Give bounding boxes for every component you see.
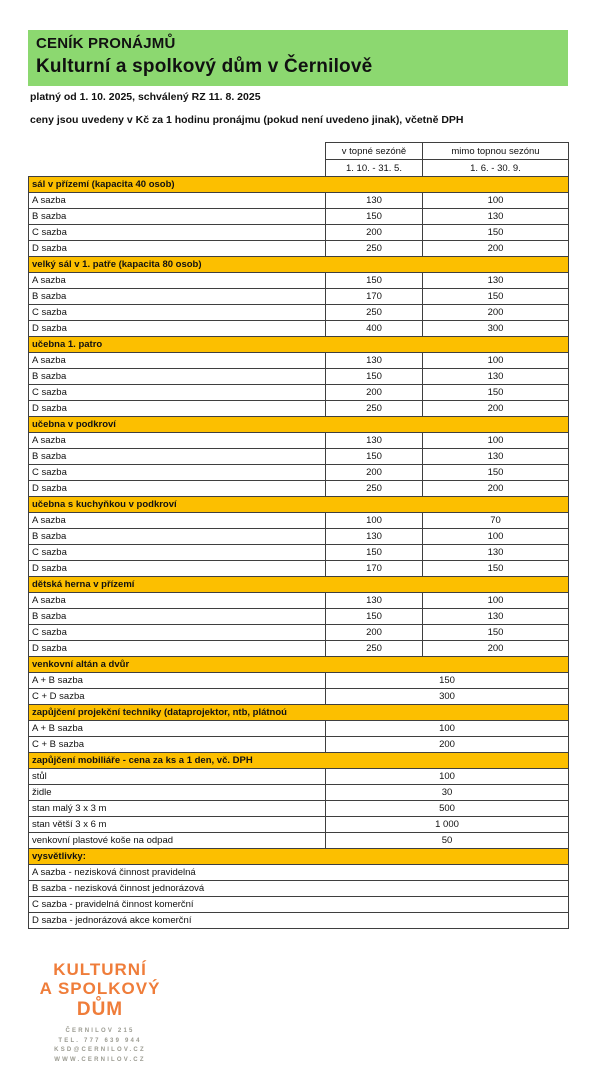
price-merged: 1 000 [326, 817, 569, 833]
contact-line: ČERNILOV 215 [65, 1028, 135, 1034]
row-label: stůl [29, 769, 326, 785]
section-band-row [29, 177, 569, 193]
table-row [29, 561, 569, 577]
row-label: B sazba [29, 449, 326, 465]
price-heating-season: 130 [326, 593, 423, 609]
table-row [29, 785, 569, 801]
row-label: B sazba [29, 529, 326, 545]
row-label: C sazba [29, 385, 326, 401]
row-label: D sazba [29, 241, 326, 257]
section-band-row [29, 849, 569, 865]
table-row [29, 641, 569, 657]
row-label: B sazba [29, 609, 326, 625]
row-label: A sazba - nezisková činnost pravidelná [29, 865, 569, 881]
table-row [29, 801, 569, 817]
price-off-season: 70 [423, 513, 569, 529]
section-band-row [29, 497, 569, 513]
row-label: C sazba [29, 225, 326, 241]
row-label: A sazba [29, 353, 326, 369]
price-off-season: 130 [423, 209, 569, 225]
price-merged: 500 [326, 801, 569, 817]
price-heating-season: 250 [326, 641, 423, 657]
row-label: D sazba [29, 321, 326, 337]
page-title: CENÍK PRONÁJMŮ [36, 35, 176, 52]
price-heating-season: 130 [326, 529, 423, 545]
table-row [29, 369, 569, 385]
price-heating-season: 150 [326, 609, 423, 625]
row-label: B sazba [29, 209, 326, 225]
table-row [29, 449, 569, 465]
price-heating-season: 200 [326, 465, 423, 481]
table-row [29, 689, 569, 705]
row-label: D sazba [29, 561, 326, 577]
price-heating-season: 170 [326, 289, 423, 305]
table-row [29, 465, 569, 481]
row-label: C + B sazba [29, 737, 326, 753]
footer-logo [35, 960, 165, 1065]
price-merged: 150 [326, 673, 569, 689]
validity-note: platný od 1. 10. 2025, schválený RZ 11. 8. 2025 [30, 91, 261, 103]
section-title: sál v přízemí (kapacita 40 osob) [29, 177, 569, 193]
price-off-season: 150 [423, 465, 569, 481]
price-off-season: 100 [423, 529, 569, 545]
row-label: A + B sazba [29, 721, 326, 737]
table-row [29, 737, 569, 753]
section-band-row [29, 257, 569, 273]
table-row [29, 897, 569, 913]
price-heating-season: 150 [326, 369, 423, 385]
price-off-season: 130 [423, 609, 569, 625]
price-table-body [29, 177, 569, 929]
price-heating-season: 130 [326, 353, 423, 369]
section-title: zapůjčení projekční techniky (dataprojektor, ntb, plátnoú [29, 705, 569, 721]
contact-line: KSD@CERNILOV.CZ [54, 1047, 146, 1053]
table-row [29, 529, 569, 545]
price-heating-season: 200 [326, 225, 423, 241]
price-off-season: 200 [423, 241, 569, 257]
table-row [29, 513, 569, 529]
price-heating-season: 150 [326, 449, 423, 465]
price-off-season: 100 [423, 593, 569, 609]
price-off-season: 100 [423, 353, 569, 369]
row-label: A + B sazba [29, 673, 326, 689]
col-header-off-season: mimo topnou sezónu [423, 143, 569, 160]
page-subtitle: Kulturní a spolkový dům v Černilově [36, 56, 373, 77]
table-row [29, 913, 569, 929]
price-heating-season: 200 [326, 385, 423, 401]
section-title: učebna 1. patro [29, 337, 569, 353]
price-merged: 300 [326, 689, 569, 705]
col-header-heating-dates: 1. 10. - 31. 5. [326, 160, 423, 177]
row-label: C sazba [29, 625, 326, 641]
price-off-season: 300 [423, 321, 569, 337]
row-label: stan malý 3 x 3 m [29, 801, 326, 817]
row-label: C sazba [29, 465, 326, 481]
section-title: venkovní altán a dvůr [29, 657, 569, 673]
row-label: B sazba [29, 369, 326, 385]
table-row [29, 625, 569, 641]
price-heating-season: 250 [326, 305, 423, 321]
section-title: velký sál v 1. patře (kapacita 80 osob) [29, 257, 569, 273]
table-row [29, 481, 569, 497]
table-row [29, 881, 569, 897]
price-heating-season: 150 [326, 209, 423, 225]
price-merged: 30 [326, 785, 569, 801]
table-row [29, 721, 569, 737]
table-row [29, 353, 569, 369]
table-row [29, 833, 569, 849]
price-off-season: 130 [423, 449, 569, 465]
section-band-row [29, 753, 569, 769]
row-label: B sazba - nezisková činnost jednorázová [29, 881, 569, 897]
price-off-season: 150 [423, 385, 569, 401]
table-row [29, 321, 569, 337]
section-title: vysvětlivky: [29, 849, 569, 865]
table-row [29, 769, 569, 785]
price-heating-season: 200 [326, 625, 423, 641]
section-band-row [29, 705, 569, 721]
section-band-row [29, 577, 569, 593]
price-off-season: 100 [423, 433, 569, 449]
table-row [29, 385, 569, 401]
table-row [29, 193, 569, 209]
row-label: D sazba [29, 481, 326, 497]
price-off-season: 130 [423, 273, 569, 289]
table-row [29, 673, 569, 689]
pricing-note: ceny jsou uvedeny v Kč za 1 hodinu pronájmu (pokud není uvedeno jinak), včetně DPH [30, 114, 464, 126]
price-off-season: 150 [423, 625, 569, 641]
section-band-row [29, 337, 569, 353]
section-title: dětská herna v přízemí [29, 577, 569, 593]
row-label: B sazba [29, 289, 326, 305]
row-label: A sazba [29, 433, 326, 449]
price-heating-season: 150 [326, 545, 423, 561]
row-label: A sazba [29, 513, 326, 529]
row-label: A sazba [29, 273, 326, 289]
row-label: C sazba - pravidelná činnost komerční [29, 897, 569, 913]
table-row [29, 401, 569, 417]
section-title: učebna v podkroví [29, 417, 569, 433]
price-off-season: 100 [423, 193, 569, 209]
section-title: zapůjčení mobiliáře - cena za ks a 1 den, vč. DPH [29, 753, 569, 769]
row-label: A sazba [29, 593, 326, 609]
price-heating-season: 130 [326, 433, 423, 449]
row-label: židle [29, 785, 326, 801]
table-row [29, 609, 569, 625]
price-merged: 200 [326, 737, 569, 753]
row-label: D sazba - jednorázová akce komerční [29, 913, 569, 929]
table-row [29, 817, 569, 833]
table-row [29, 241, 569, 257]
price-heating-season: 100 [326, 513, 423, 529]
contact-line: TEL. 777 639 944 [58, 1037, 142, 1044]
price-table-head [29, 143, 569, 177]
row-label: A sazba [29, 193, 326, 209]
price-off-season: 200 [423, 401, 569, 417]
header-spacer [29, 143, 326, 160]
price-off-season: 130 [423, 545, 569, 561]
price-table [28, 142, 569, 929]
row-label: C sazba [29, 545, 326, 561]
price-off-season: 200 [423, 305, 569, 321]
price-heating-season: 130 [326, 193, 423, 209]
season-header-row [29, 143, 569, 160]
row-label: C + D sazba [29, 689, 326, 705]
price-heating-season: 400 [326, 321, 423, 337]
table-row [29, 865, 569, 881]
price-off-season: 200 [423, 641, 569, 657]
price-heating-season: 250 [326, 241, 423, 257]
col-header-heating-season: v topné sezóně [326, 143, 423, 160]
row-label: D sazba [29, 641, 326, 657]
table-row [29, 209, 569, 225]
col-header-off-dates: 1. 6. - 30. 9. [423, 160, 569, 177]
row-label: stan větší 3 x 6 m [29, 817, 326, 833]
row-label: venkovní plastové koše na odpad [29, 833, 326, 849]
section-title: učebna s kuchyňkou v podkroví [29, 497, 569, 513]
row-label: C sazba [29, 305, 326, 321]
price-off-season: 200 [423, 481, 569, 497]
table-row [29, 305, 569, 321]
date-range-header-row [29, 160, 569, 177]
price-merged: 100 [326, 721, 569, 737]
table-row [29, 545, 569, 561]
page-header [28, 30, 568, 86]
logo-line-3: DŮM [76, 999, 124, 1020]
price-off-season: 150 [423, 289, 569, 305]
contact-line: WWW.CERNILOV.CZ [54, 1056, 146, 1063]
price-off-season: 150 [423, 225, 569, 241]
section-band-row [29, 417, 569, 433]
table-row [29, 593, 569, 609]
table-row [29, 433, 569, 449]
table-row [29, 225, 569, 241]
section-band-row [29, 657, 569, 673]
row-label: D sazba [29, 401, 326, 417]
price-merged: 100 [326, 769, 569, 785]
price-heating-season: 250 [326, 481, 423, 497]
price-heating-season: 170 [326, 561, 423, 577]
contact-block [35, 1027, 165, 1065]
table-row [29, 273, 569, 289]
logo-line-1: KULTURNÍ [53, 960, 147, 979]
price-heating-season: 150 [326, 273, 423, 289]
price-heating-season: 250 [326, 401, 423, 417]
price-off-season: 130 [423, 369, 569, 385]
price-merged: 50 [326, 833, 569, 849]
header-spacer [29, 160, 326, 177]
table-row [29, 289, 569, 305]
logo-line-2: A SPOLKOVÝ [39, 979, 161, 998]
price-off-season: 150 [423, 561, 569, 577]
